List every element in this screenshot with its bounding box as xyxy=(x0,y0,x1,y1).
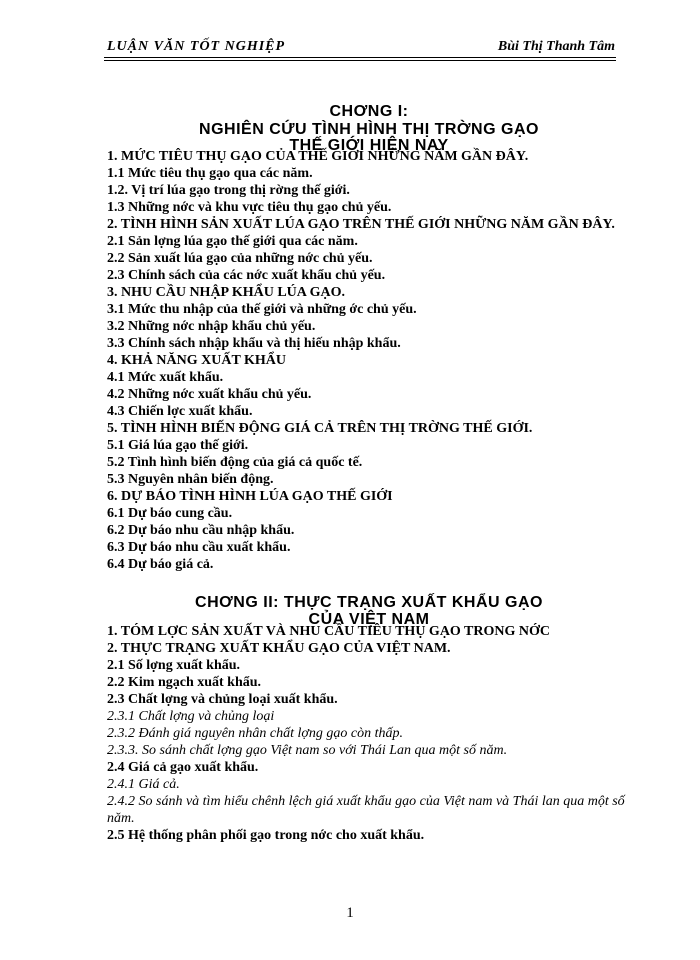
chapter1-toc xyxy=(107,148,637,573)
toc-entry: 2.4.2 So sánh và tìm hiểu chênh lệch giá xuất khẩu gạo của Việt nam và Thái lan qua một số năm. xyxy=(107,794,625,826)
toc-entry: 5. TÌNH HÌNH BIẾN ĐỘNG GIÁ CẢ TRÊN THỊ TRỜNG THẾ GIỚI. xyxy=(107,421,533,436)
header-rule-second xyxy=(104,60,616,61)
toc-entry: 5.1 Giá lúa gạo thế giới. xyxy=(107,438,249,453)
toc-entry: 2.1 Sản lợng lúa gạo thế giới qua các năm. xyxy=(107,234,358,249)
toc-entry: 4.2 Những nớc xuất khẩu chủ yếu. xyxy=(107,387,312,402)
chapter2-subtitle: CỦA VIỆT NAM xyxy=(308,611,430,628)
toc-entry: 1. MỨC TIÊU THỤ GẠO CỦA THẾ GIỚI NHỮNG NĂM GẦN ĐÂY. xyxy=(107,149,529,164)
toc-entry: 1.2. Vị trí lúa gạo trong thị rờng thế giới. xyxy=(107,183,350,198)
toc-entry: 6.3 Dự báo nhu cầu xuất khẩu. xyxy=(107,540,291,555)
toc-entry: 1.3 Những nớc và khu vực tiêu thụ gạo chủ yếu. xyxy=(107,200,392,215)
toc-entry: 2.5 Hệ thống phân phối gạo trong nớc cho xuất khẩu. xyxy=(107,828,425,843)
header-rule xyxy=(104,57,616,58)
toc-entry: 3.3 Chính sách nhập khẩu và thị hiếu nhập khẩu. xyxy=(107,336,401,351)
toc-entry: 2.3 Chính sách của các nớc xuất khẩu chủ yếu. xyxy=(107,268,386,283)
header-author: Bùi Thị Thanh Tâm xyxy=(497,39,615,54)
toc-entry: 2.2 Kim ngạch xuất khẩu. xyxy=(107,675,262,690)
chapter1-number: CHƠNG I: xyxy=(329,103,409,120)
toc-entry: 3.2 Những nớc nhập khẩu chủ yếu. xyxy=(107,319,316,334)
toc-entry: 1. TÓM LỢC SẢN XUẤT VÀ NHU CẦU TIÊU THỤ GẠO TRONG NỚC xyxy=(107,624,551,639)
chapter2-title: CHƠNG II: THỰC TRẠNG XUẤT KHẨU GẠO xyxy=(195,594,543,611)
toc-entry: 6. DỰ BÁO TÌNH HÌNH LÚA GẠO THẾ GIỚI xyxy=(107,489,393,504)
toc-entry: 2.1 Số lợng xuất khẩu. xyxy=(107,658,241,673)
header-left-title: LUẬN VĂN TỐT NGHIỆP xyxy=(107,39,286,54)
page-number: 1 xyxy=(346,905,354,921)
toc-entry: 2.2 Sản xuất lúa gạo của những nớc chủ yếu. xyxy=(107,251,373,266)
toc-entry: 4. KHẢ NĂNG XUẤT KHẨU xyxy=(107,353,287,368)
toc-entry: 2. TÌNH HÌNH SẢN XUẤT LÚA GẠO TRÊN THẾ GIỚI NHỮNG NĂM GẦN ĐÂY. xyxy=(107,217,615,232)
toc-entry: 6.1 Dự báo cung cầu. xyxy=(107,506,233,521)
toc-entry: 2.3.3. So sánh chất lợng gạo Việt nam so với Thái Lan qua một số năm. xyxy=(107,743,508,758)
toc-entry: 2. THỰC TRẠNG XUẤT KHẨU GẠO CỦA VIỆT NAM. xyxy=(107,641,451,656)
toc-entry: 2.3 Chất lợng và chủng loại xuất khẩu. xyxy=(107,692,338,707)
toc-entry: 6.2 Dự báo nhu cầu nhập khẩu. xyxy=(107,523,295,538)
toc-entry: 1.1 Mức tiêu thụ gạo qua các năm. xyxy=(107,166,313,181)
toc-entry: 3.1 Mức thu nhập của thế giới và những ớc chủ yếu. xyxy=(107,302,417,317)
toc-entry: 4.1 Mức xuất khẩu. xyxy=(107,370,224,385)
toc-entry: 4.3 Chiến lợc xuất khẩu. xyxy=(107,404,253,419)
toc-entry: 2.3.1 Chất lợng và chủng loại xyxy=(107,709,275,724)
toc-entry: 5.2 Tình hình biến động của giá cả quốc tế. xyxy=(107,455,363,470)
chapter1-title: NGHIÊN CỨU TÌNH HÌNH THỊ TRỜNG GẠO xyxy=(199,121,539,138)
toc-entry: 2.3.2 Đánh giá nguyên nhân chất lợng gạo còn thấp. xyxy=(107,726,403,741)
toc-entry: 2.4 Giá cả gạo xuất khẩu. xyxy=(107,760,259,775)
toc-entry: 5.3 Nguyên nhân biến động. xyxy=(107,472,274,487)
toc-entry: 3. NHU CẦU NHẬP KHẨU LÚA GẠO. xyxy=(107,285,346,300)
chapter1-subtitle: THẾ GIỚI HIỆN NAY xyxy=(289,137,449,154)
toc-entry: 2.4.1 Giá cả. xyxy=(107,777,180,792)
toc-entry: 6.4 Dự báo giá cả. xyxy=(107,557,214,572)
chapter2-toc xyxy=(107,623,637,844)
